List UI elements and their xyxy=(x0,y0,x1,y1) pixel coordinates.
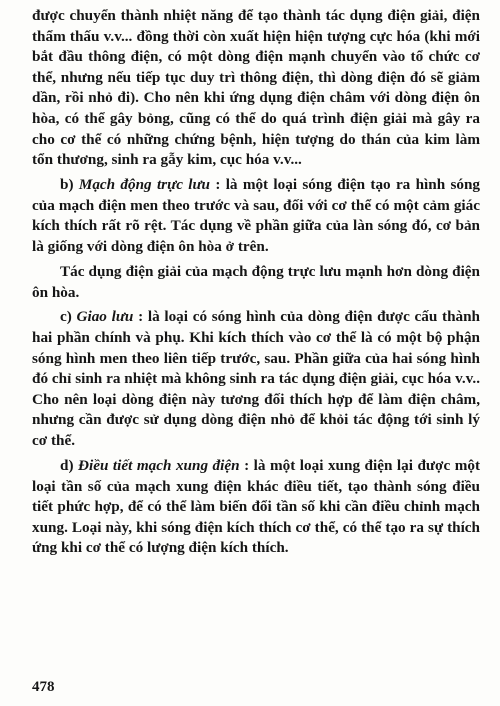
paragraph-text: : là loại có sóng hình của dòng điện được cấu thành hai phần chính và phụ. Khi kích thích vào cơ thể là có một bộ phận sóng hình men theo liên tiếp trước, sau. Phần giữa của hai sóng hình đó chỉ sinh ra nhiệt mà không sinh ra tác dụng điện giải, cục hóa v.v.. Cho nên loại dòng điện này tương đối thích hợp để làm điện châm, nhưng cần được sử dụng dòng điện nhỏ để khỏi tác động tới sinh lý cơ thể. xyxy=(32,308,481,450)
paragraph-continuation xyxy=(32,6,480,171)
term-heading: Mạch động trực lưu xyxy=(78,176,211,194)
paragraph-giao-luu xyxy=(32,307,480,451)
list-marker: d) xyxy=(60,457,79,475)
paragraph-tac-dung-dien-giai xyxy=(32,262,480,303)
list-marker: b) xyxy=(60,176,79,194)
paragraph-text: Tác dụng điện giải của mạch động trực lưu mạnh hơn dòng điện ôn hòa. xyxy=(32,262,480,301)
page-number: 478 xyxy=(32,679,55,695)
term-heading: Giao lưu xyxy=(76,308,134,326)
paragraph-text: : là một loại xung điện lại được một loại tần số của mạch xung điện khác điều tiết, tạo thành sóng điều tiết phức hợp, để có thể làm biến đổi tần số khi cần điều chỉnh mạch xung. Loại này, khi sóng điện kích thích cơ thể, có thể tạo ra sự thích ứng khi cơ thể có lượng điện kích thích. xyxy=(32,457,481,557)
term-heading: Điều tiết mạch xung điện xyxy=(78,457,240,475)
body-text xyxy=(32,6,480,559)
list-marker: c) xyxy=(60,308,77,326)
paragraph-text: được chuyển thành nhiệt năng để tạo thành tác dụng điện giải, điện thẩm thấu v.v... đồng thời còn xuất hiện hiện tượng cực hóa (khi mới bắt đầu thông điện, có một dòng điện mạnh chuyển vào tổ chức cơ thể, nhưng nếu tiếp tục duy trì thông điện, thì dòng điện đó sẽ giảm dần, rồi nhỏ đi). Cho nên khi ứng dụng điện châm với dòng điện ôn hòa, có thể gây bỏng, cũng có thể do quá trình điện giải mà gây ra cho cơ thể có những chứng bệnh, hiện tượng do thán của kim làm tổn thương, sinh ra gẫy kim, cục hóa v.v... xyxy=(32,7,480,169)
paragraph-mach-dong-truc-luu xyxy=(32,175,480,257)
paragraph-dieu-tiet-mach-xung-dien xyxy=(32,456,480,559)
paragraph-text: : là một loại sóng điện tạo ra hình sóng của mạch điện men theo trước và sau, đối với cơ thể có một cảm giác kích thích rất rõ rệt. Tác dụng về phần giữa của làn sóng đó, cơ bản là giống với dòng điện ôn hòa ở trên. xyxy=(32,176,480,255)
